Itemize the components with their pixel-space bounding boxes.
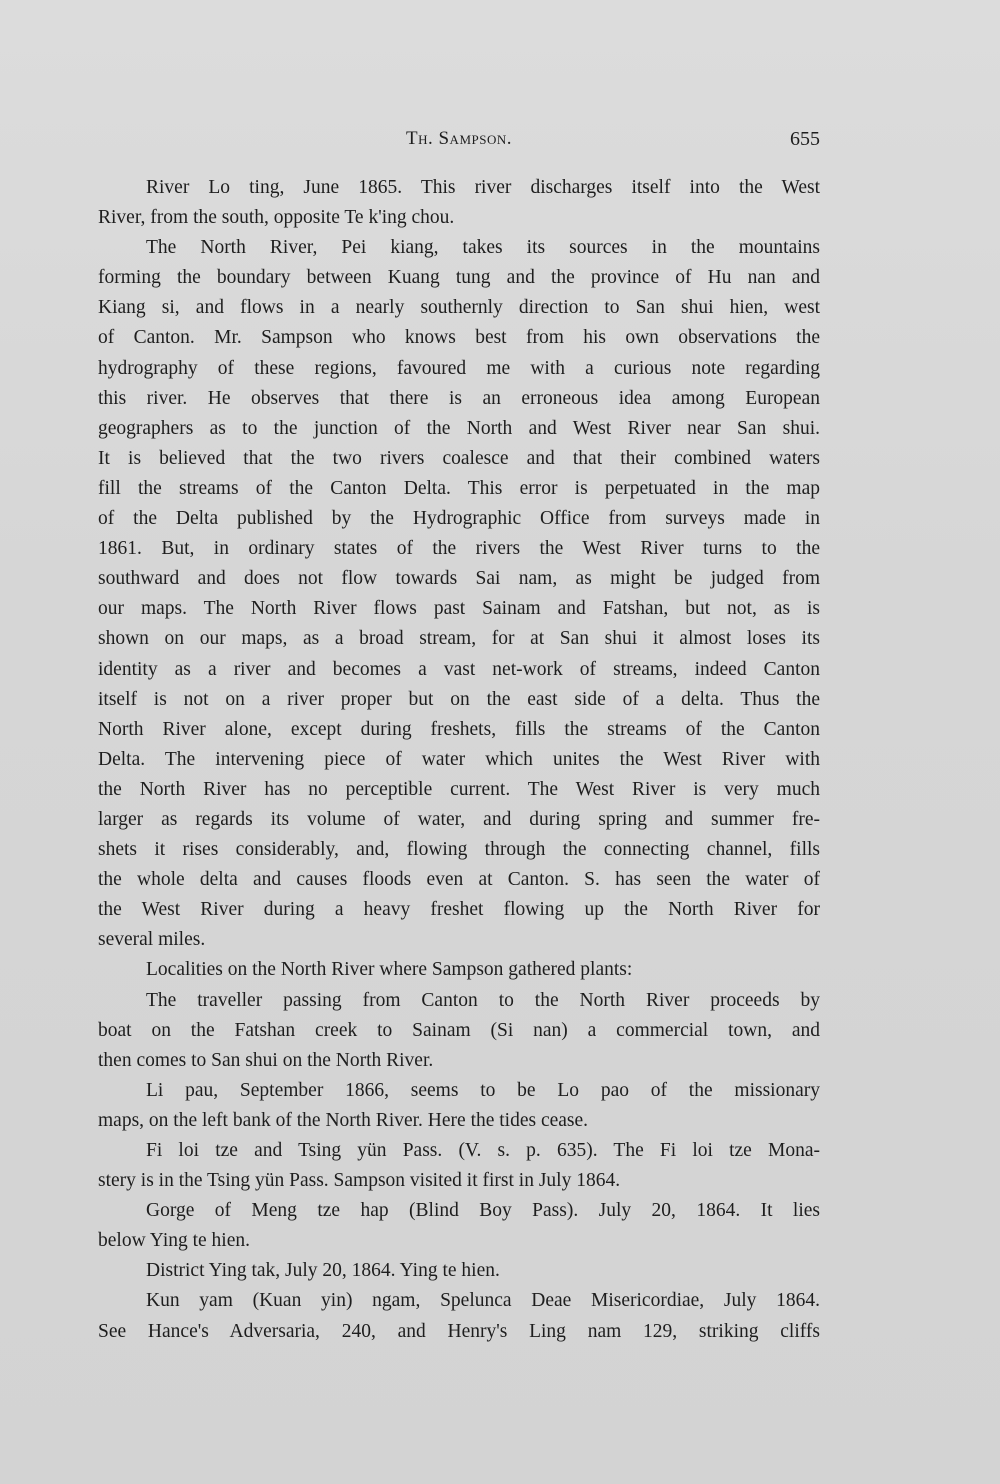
text-line: our maps. The North River flows past Sainam and Fatshan, but not, as is [98,598,820,620]
text-line: hydrography of these regions, favoured me with a curious note regarding [98,357,820,379]
text-line: 1861. But, in ordinary states of the rivers the West River turns to the [98,538,820,560]
text-line: this river. He observes that there is an erroneous idea among European [98,387,820,409]
text-line: of the Delta published by the Hydrographic Office from surveys made in [98,508,820,530]
text-line: Kiang si, and flows in a nearly southernly direction to San shui hien, west [98,297,820,319]
text-line: fill the streams of the Canton Delta. This error is perpetuated in the map [98,477,820,499]
text-line: several miles. [98,929,206,951]
running-title [98,128,820,150]
running-title-text: Th. Sampson. [406,128,512,149]
text-line: forming the boundary between Kuang tung and the province of Hu nan and [98,267,820,289]
text-line: River Lo ting, June 1865. This river discharges itself into the West [146,177,820,198]
text-line: See Hance's Adversaria, 240, and Henry's Ling nam 129, striking cliffs [98,1320,820,1342]
text-line: below Ying te hien. [98,1230,251,1252]
text-line: The North River, Pei kiang, takes its sources in the mountains [146,237,820,259]
text-line: Localities on the North River where Sampson gathered plants: [146,959,633,981]
text-line: itself is not on a river proper but on the east side of a delta. Thus the [98,688,820,710]
text-line: maps, on the left bank of the North River. Here the tides cease. [98,1109,589,1131]
text-line: It is believed that the two rivers coalesce and that their combined waters [98,447,820,469]
text-line: Li pau, September 1866, seems to be Lo pao of the missionary [146,1079,820,1101]
running-head [98,128,820,156]
body-text [98,173,820,1347]
text-line: North River alone, except during freshets, fills the streams of the Canton [98,718,820,740]
text-line: stery is in the Tsing yün Pass. Sampson visited it first in July 1864. [98,1170,621,1192]
text-line: River, from the south, opposite Te k'ing chou. [98,207,455,229]
text-line: of Canton. Mr. Sampson who knows best from his own observations the [98,327,820,349]
text-line: District Ying tak, July 20, 1864. Ying te hien. [146,1260,500,1282]
text-line: the West River during a heavy freshet flowing up the North River for [98,899,820,921]
text-line: the whole delta and causes floods even at Canton. S. has seen the water of [98,869,820,891]
page-number: 655 [790,128,820,150]
text-line: boat on the Fatshan creek to Sainam (Si nan) a commercial town, and [98,1019,820,1041]
text-line: The traveller passing from Canton to the North River proceeds by [146,989,820,1011]
text-line: shown on our maps, as a broad stream, for at San shui it almost loses its [98,628,820,650]
text-line: southward and does not flow towards Sai nam, as might be judged from [98,568,820,590]
text-line: geographers as to the junction of the North and West River near San shui. [98,417,820,439]
text-line: Delta. The intervening piece of water which unites the West River with [98,748,820,770]
text-line: Kun yam (Kuan yin) ngam, Spelunca Deae Misericordiae, July 1864. [146,1290,820,1312]
text-line: the North River has no perceptible current. The West River is very much [98,778,820,800]
text-line: Gorge of Meng tze hap (Blind Boy Pass). July 20, 1864. It lies [146,1200,820,1222]
text-line: larger as regards its volume of water, and during spring and summer fre- [98,808,820,830]
text-line: Fi loi tze and Tsing yün Pass. (V. s. p. 635). The Fi loi tze Mona- [146,1140,820,1161]
text-line: then comes to San shui on the North River. [98,1049,434,1071]
text-line: shets it rises considerably, and, flowing through the connecting channel, fills [98,839,820,861]
text-line: identity as a river and becomes a vast net-work of streams, indeed Canton [98,658,820,680]
